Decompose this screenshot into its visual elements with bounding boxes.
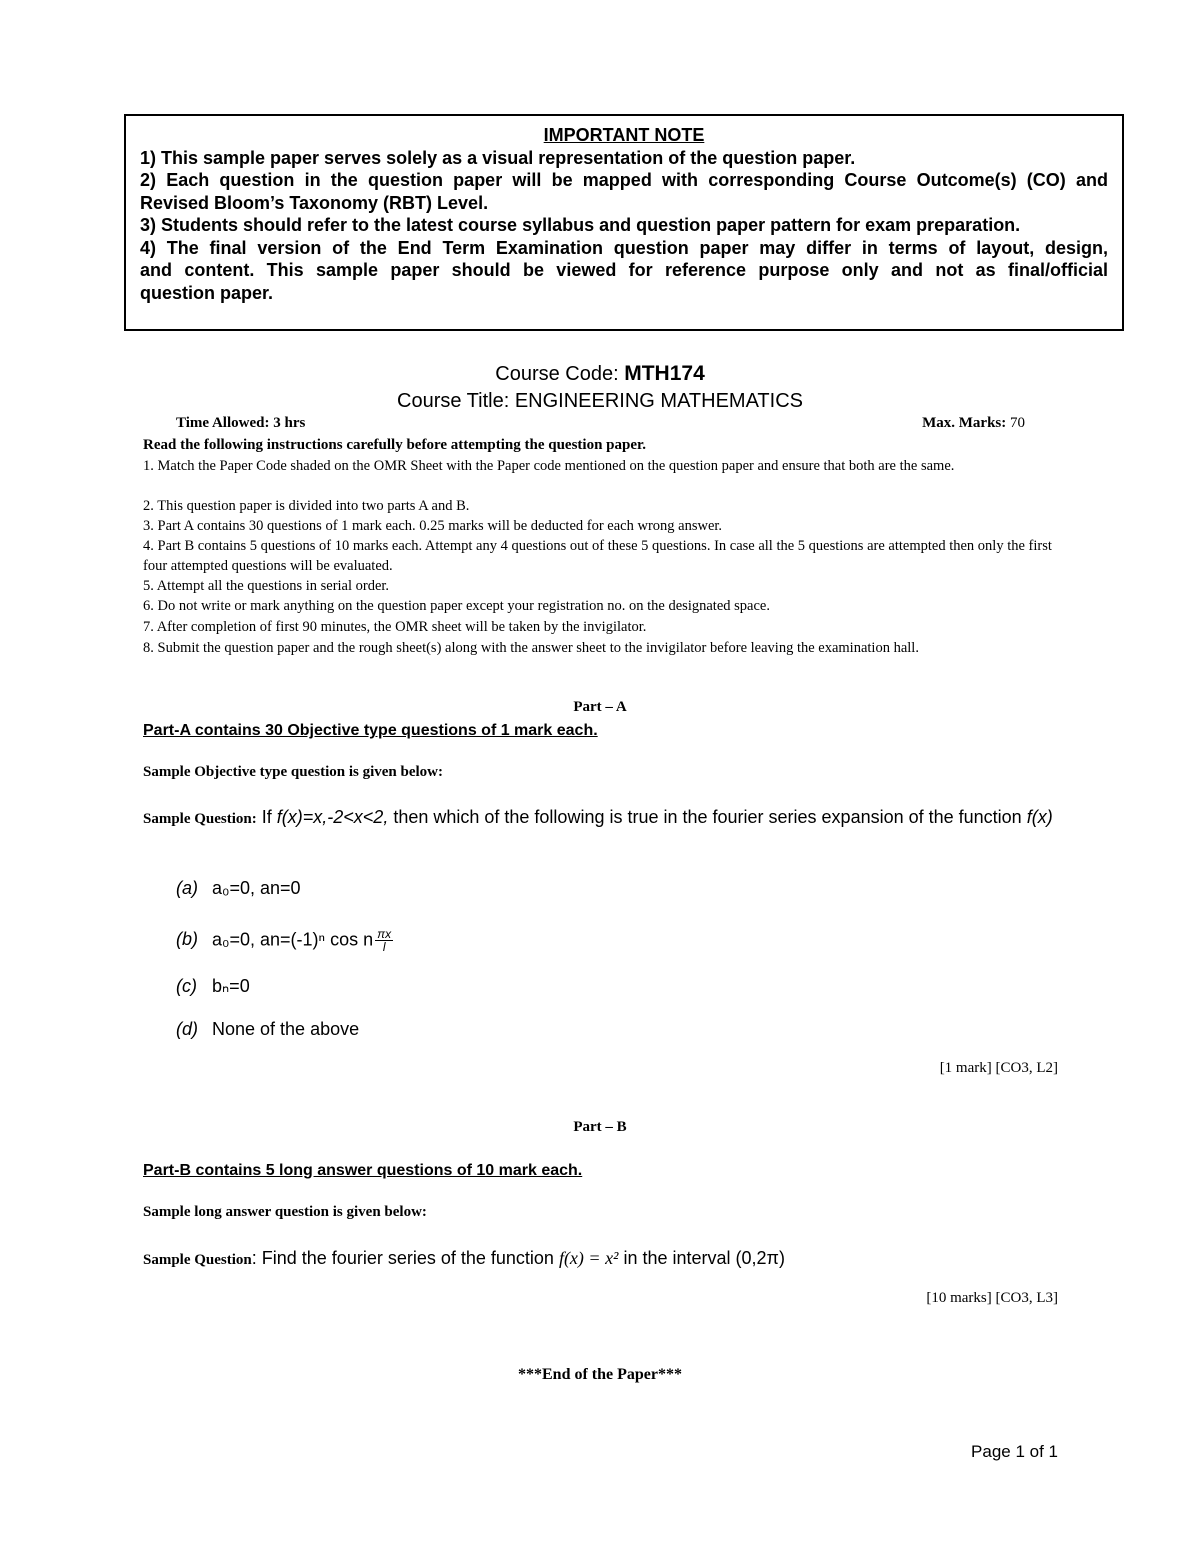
question-label: Sample Question (143, 1252, 252, 1268)
part-a-marks: [1 mark] [CO3, L2] (939, 1060, 1058, 1076)
option-text: None of the above (212, 1019, 360, 1039)
question-mid: then which of the following is true in the fourier series expansion of the function (388, 807, 1027, 827)
note-line-5: 4) The final version of the End Term Examination question paper may differ in terms of layout, design, (140, 237, 1108, 258)
option-text: a₀=0, an=(-1)ⁿ cos n (212, 929, 374, 950)
note-line-7: question paper. (140, 282, 274, 303)
instruction-item: 4. Part B contains 5 questions of 10 marks each. Attempt any 4 questions out of these 5 questions. In case all the 5 questions are attempted then only the first four attempted questions will be evaluated. (143, 538, 1052, 574)
part-a-summary: Part-A contains 30 Objective type questions of 1 mark each. (143, 722, 598, 739)
fraction (375, 928, 393, 953)
page-number: Page 1 of 1 (971, 1442, 1058, 1461)
note-line-1: 1) This sample paper serves solely as a visual representation of the question paper. (140, 147, 856, 168)
note-line-6: and content. This sample paper should be viewed for reference purpose only and not as final/official (140, 260, 1108, 280)
part-a-sample-label: Sample Objective type question is given below: (143, 764, 443, 780)
option-b (176, 928, 393, 953)
instruction-item: 6. Do not write or mark anything on the question paper except your registration no. on the designated space. (143, 598, 770, 614)
option-d (176, 1019, 359, 1040)
option-label: (b) (176, 929, 198, 950)
fraction-numerator: πx (377, 927, 392, 941)
instruction-item: 3. Part A contains 30 questions of 1 mark each. 0.25 marks will be deducted for each wrong answer. (143, 518, 723, 534)
instruction-item: 5. Attempt all the questions in serial order. (143, 578, 390, 594)
part-b-question (143, 1243, 1073, 1275)
note-line-2: 2) Each question in the question paper will be mapped with corresponding Course Outcome(s) (CO) and (140, 170, 1108, 190)
course-title-value: ENGINEERING MATHEMATICS (514, 390, 803, 412)
time-value: 3 hrs (269, 415, 306, 431)
max-marks-value: 70 (1006, 415, 1025, 431)
instruction-item: 2. This question paper is divided into two parts A and B. (143, 498, 470, 514)
fraction-denominator: l (382, 940, 386, 954)
question-end: f(x) (1026, 807, 1053, 827)
question-label: Sample Question: (143, 811, 257, 827)
instruction-item: 1. Match the Paper Code shaded on the OMR Sheet with the Paper code mentioned on the question paper and ensure that both are the same. (143, 458, 955, 474)
question-post: in the interval (0,2π) (618, 1248, 785, 1268)
part-a-question (143, 802, 1073, 834)
part-b-sample-label: Sample long answer question is given below: (143, 1204, 427, 1220)
part-b-heading: Part – B (573, 1119, 627, 1135)
option-label: (d) (176, 1019, 198, 1039)
note-title: IMPORTANT NOTE (543, 125, 705, 145)
max-marks (922, 415, 1025, 432)
part-b-marks: [10 marks] [CO3, L3] (926, 1290, 1058, 1306)
option-text: a₀=0, an=0 (212, 878, 301, 898)
max-marks-label: Max. Marks: (922, 415, 1007, 431)
question-pre: If (256, 807, 277, 827)
time-label: Time Allowed: (176, 415, 270, 431)
course-code (0, 362, 1200, 386)
part-b-summary: Part-B contains 5 long answer questions of 10 mark each. (143, 1162, 583, 1179)
note-line-4: 3) Students should refer to the latest course syllabus and question paper pattern for exam preparation. (140, 215, 1021, 235)
question-function: f(x)=x,-2<x<2, (276, 807, 389, 827)
question-formula: f(x) = x² (558, 1248, 619, 1268)
important-note-box (124, 114, 1124, 331)
course-code-value: MTH174 (624, 362, 705, 385)
instruction-item: 8. Submit the question paper and the rough sheet(s) along with the answer sheet to the invigilator before leaving the examination hall. (143, 640, 919, 656)
time-allowed (176, 415, 305, 432)
option-c (176, 976, 250, 997)
course-title (0, 390, 1200, 413)
question-pre: : Find the fourier series of the function (251, 1248, 559, 1268)
option-label: (c) (176, 976, 197, 996)
note-line-3: Revised Bloom’s Taxonomy (RBT) Level. (140, 192, 489, 213)
instruction-item: 7. After completion of first 90 minutes, the OMR sheet will be taken by the invigilator. (143, 619, 647, 635)
course-code-label: Course Code: (495, 363, 625, 385)
course-title-label: Course Title: (397, 390, 515, 412)
instructions-heading: Read the following instructions carefully before attempting the question paper. (143, 437, 647, 453)
option-a (176, 878, 301, 899)
option-label: (a) (176, 878, 198, 898)
part-a-heading: Part – A (573, 699, 627, 715)
option-text: bₙ=0 (212, 976, 250, 996)
end-of-paper: ***End of the Paper*** (518, 1366, 682, 1383)
